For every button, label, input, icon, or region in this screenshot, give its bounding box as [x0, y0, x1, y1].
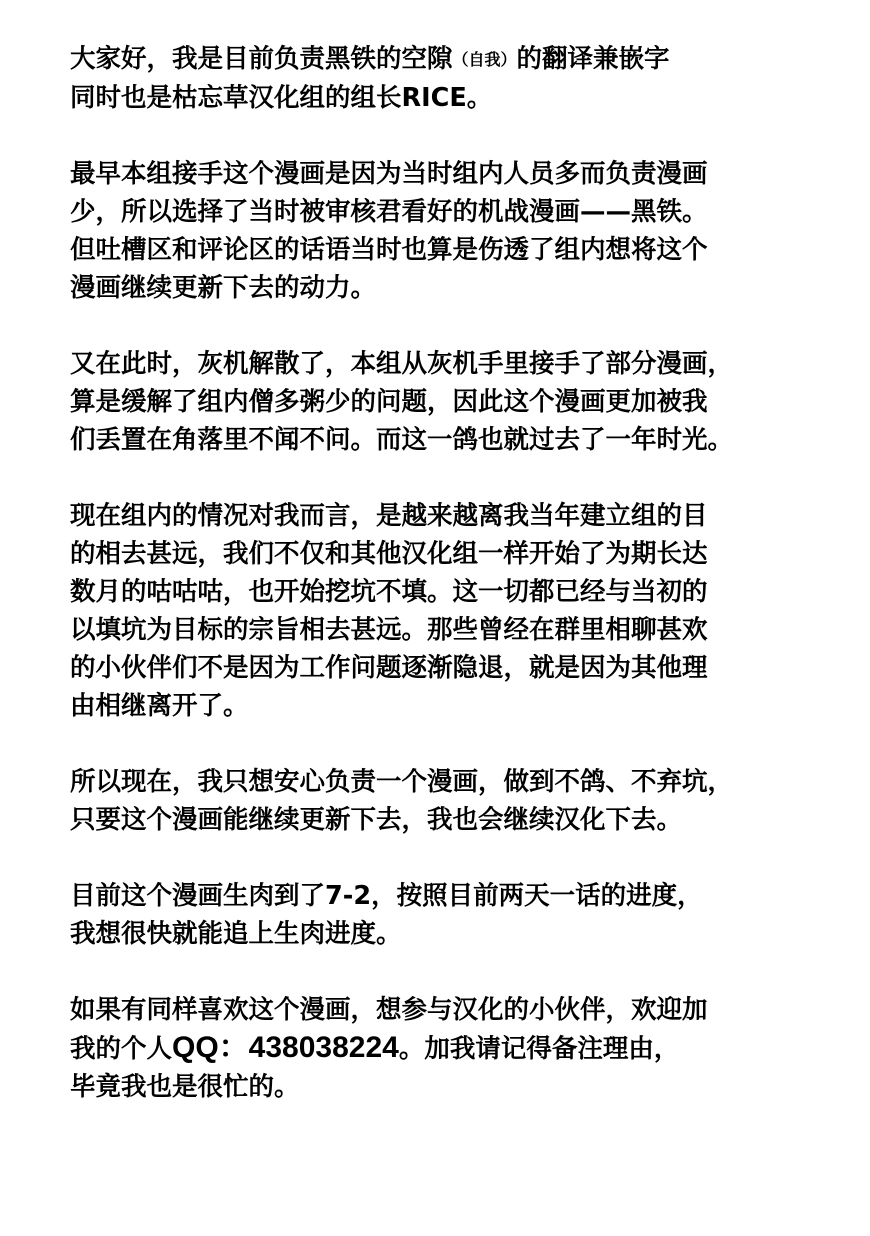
text-line: 我想很快就能追上生肉进度。	[70, 919, 402, 949]
text-segment: 大家好，我是目前负责黑铁的空隙	[70, 44, 453, 74]
text-line: 少，所以选择了当时被审核君看好的机战漫画——黑铁。	[70, 197, 708, 227]
text-line: 由相继离开了。	[70, 691, 249, 721]
text-line	[70, 40, 850, 79]
text-line	[70, 1029, 850, 1068]
text-line: 又在此时，灰机解散了，本组从灰机手里接手了部分漫画，	[70, 349, 734, 379]
text-line: 目前这个漫画生肉到了7-2，按照目前两天一话的进度，	[70, 881, 703, 911]
paragraph-progress	[70, 877, 850, 953]
text-segment: 我的个人	[70, 1034, 173, 1064]
paragraph-intro	[70, 40, 850, 117]
text-line: 所以现在，我只想安心负责一个漫画，做到不鸽、不弃坑，	[70, 767, 734, 797]
text-segment: 。加我请记得备注理由，	[398, 1034, 680, 1064]
text-line: 最早本组接手这个漫画是因为当时组内人员多而负责漫画	[70, 159, 708, 189]
paragraph-history	[70, 155, 850, 307]
text-line: 数月的咕咕咕，也开始挖坑不填。这一切都已经与当初的	[70, 577, 708, 607]
text-line: 以填坑为目标的宗旨相去甚远。那些曾经在群里相聊甚欢	[70, 615, 708, 645]
paragraph-dissolution	[70, 345, 850, 459]
qq-contact: QQ：438038224	[172, 1031, 399, 1064]
paragraph-current-situation	[70, 497, 850, 725]
text-line: 只要这个漫画能继续更新下去，我也会继续汉化下去。	[70, 805, 683, 835]
text-line: 的小伙伴们不是因为工作问题逐渐隐退，就是因为其他理	[70, 653, 708, 683]
paragraph-recruitment	[70, 991, 850, 1106]
paragraph-commitment	[70, 763, 850, 839]
text-line: 们丢置在角落里不闻不问。而这一鸽也就过去了一年时光。	[70, 425, 734, 455]
text-line: 现在组内的情况对我而言，是越来越离我当年建立组的目	[70, 501, 708, 531]
text-segment: 的翻译兼嵌字	[516, 44, 670, 74]
text-line: 毕竟我也是很忙的。	[70, 1072, 300, 1102]
text-line: 的相去甚远，我们不仅和其他汉化组一样开始了为期长达	[70, 539, 708, 569]
text-aside-small: （自我）	[452, 50, 517, 69]
text-line: 漫画继续更新下去的动力。	[70, 273, 377, 303]
document-page	[70, 40, 850, 1144]
text-line: 算是缓解了组内僧多粥少的问题，因此这个漫画更加被我	[70, 387, 708, 417]
text-line: 同时也是枯忘草汉化组的组长RICE。	[70, 83, 493, 113]
text-line: 但吐槽区和评论区的话语当时也算是伤透了组内想将这个	[70, 235, 708, 265]
text-line: 如果有同样喜欢这个漫画，想参与汉化的小伙伴，欢迎加	[70, 995, 708, 1025]
